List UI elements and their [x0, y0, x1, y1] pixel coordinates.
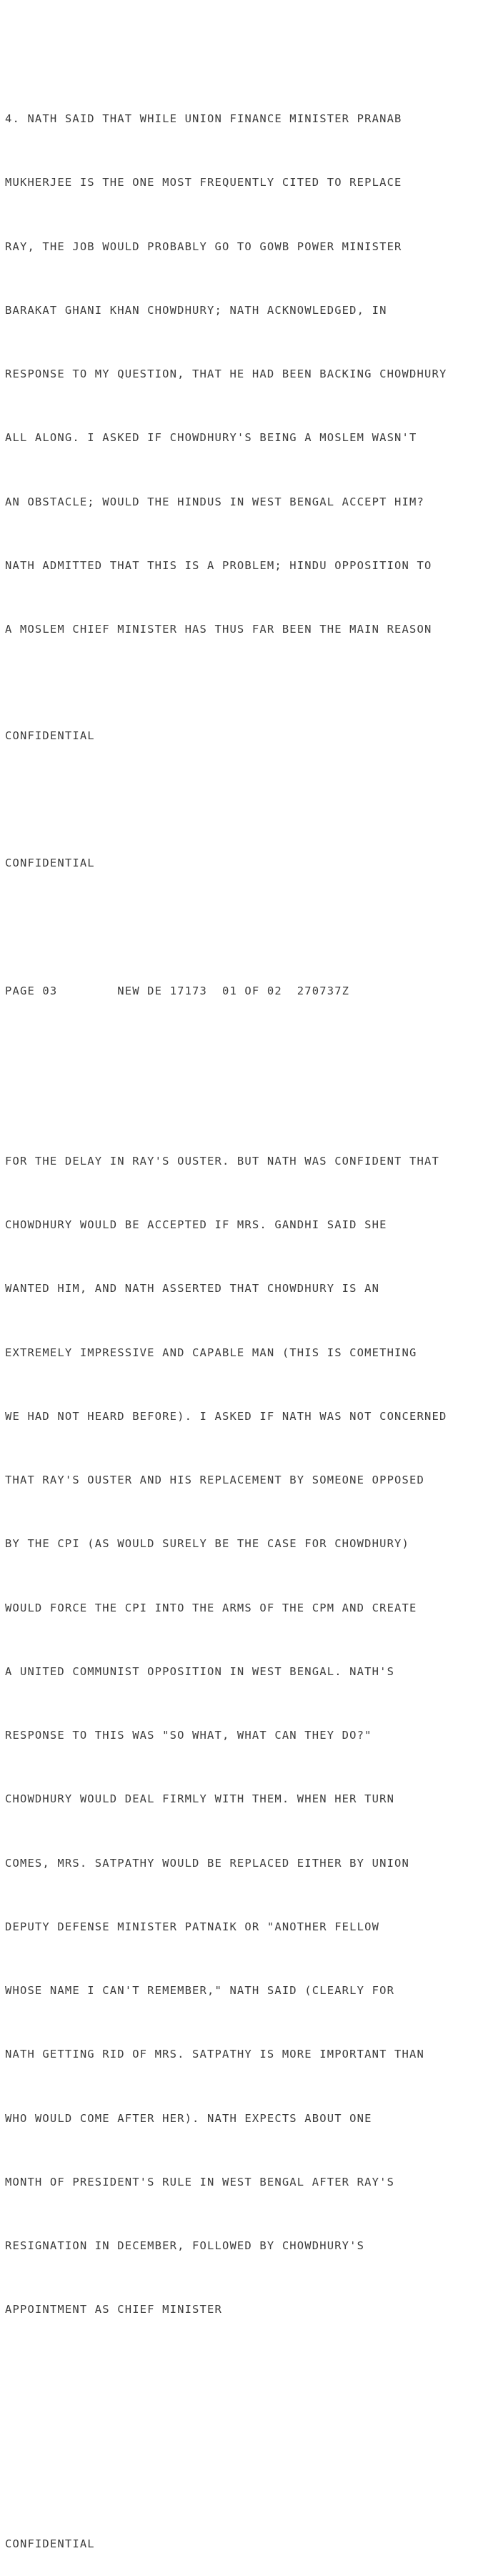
blank-line	[5, 2406, 484, 2427]
blank-line	[5, 917, 484, 939]
text-line: RAY, THE JOB WOULD PROBABLY GO TO GOWB POWER MINISTER	[5, 240, 402, 253]
text-line: BY THE CPI (AS WOULD SURELY BE THE CASE FOR CHOWDHURY)	[5, 1537, 410, 1551]
text-line: BARAKAT GHANI KHAN CHOWDHURY; NATH ACKNOWLEDGED, IN	[5, 303, 387, 317]
text-line: CHOWDHURY WOULD DEAL FIRMLY WITH THEM. WHEN HER TURN	[5, 1792, 395, 1806]
text-line: AN OBSTACLE; WOULD THE HINDUS IN WEST BENGAL ACCEPT HIM?	[5, 495, 424, 508]
page-header: PAGE 03 NEW DE 17173 01 OF 02 270737Z	[5, 984, 350, 997]
text-line: WANTED HIM, AND NATH ASSERTED THAT CHOWDHURY IS AN	[5, 1282, 380, 1296]
text-line: MUKHERJEE IS THE ONE MOST FREQUENTLY CITED TO REPLACE	[5, 176, 402, 189]
classification-footer: CONFIDENTIAL	[5, 729, 95, 742]
blank-line	[5, 789, 484, 811]
text-line: A MOSLEM CHIEF MINISTER HAS THUS FAR BEEN THE MAIN REASON	[5, 623, 432, 636]
text-line: COMES, MRS. SATPATHY WOULD BE REPLACED EITHER BY UNION	[5, 1856, 410, 1870]
text-line: NATH GETTING RID OF MRS. SATPATHY IS MORE IMPORTANT THAN	[5, 2048, 424, 2061]
text-line: NATH ADMITTED THAT THIS IS A PROBLEM; HINDU OPPOSITION TO	[5, 558, 432, 572]
text-line: 4. NATH SAID THAT WHILE UNION FINANCE MINISTER PRANAB	[5, 112, 402, 125]
text-line: A UNITED COMMUNIST OPPOSITION IN WEST BENGAL. NATH'S	[5, 1664, 395, 1678]
text-line: EXTREMELY IMPRESSIVE AND CAPABLE MAN (THIS IS COMETHING	[5, 1346, 417, 1359]
text-line: MONTH OF PRESIDENT'S RULE IN WEST BENGAL AFTER RAY'S	[5, 2175, 395, 2188]
text-line: ALL ALONG. I ASKED IF CHOWDHURY'S BEING A MOSLEM WASN'T	[5, 431, 417, 445]
text-line: WHO WOULD COME AFTER HER). NATH EXPECTS ABOUT ONE	[5, 2111, 372, 2125]
blank-line	[5, 1045, 484, 1066]
paragraph-4	[5, 66, 484, 684]
text-line: APPOINTMENT AS CHIEF MINISTER	[5, 2303, 222, 2316]
classification-bottom: CONFIDENTIAL	[5, 2537, 95, 2550]
classification-header: CONFIDENTIAL	[5, 857, 95, 870]
text-line: FOR THE DELAY IN RAY'S OUSTER. BUT NATH WAS CONFIDENT THAT	[5, 1154, 439, 1168]
text-line: DEPUTY DEFENSE MINISTER PATNAIK OR "ANOTHER FELLOW	[5, 1920, 380, 1933]
text-line: WOULD FORCE THE CPI INTO THE ARMS OF THE CPM AND CREATE	[5, 1601, 417, 1614]
cable-document	[5, 24, 484, 2576]
text-line: RESPONSE TO MY QUESTION, THAT HE HAD BEEN BACKING CHOWDHURY	[5, 367, 447, 380]
text-line: RESPONSE TO THIS WAS "SO WHAT, WHAT CAN THEY DO?"	[5, 1729, 372, 1742]
text-line: WE HAD NOT HEARD BEFORE). I ASKED IF NATH WAS NOT CONCERNED	[5, 1409, 447, 1423]
text-line: THAT RAY'S OUSTER AND HIS REPLACEMENT BY SOMEONE OPPOSED	[5, 1474, 424, 1486]
blank-line	[5, 2469, 484, 2491]
text-line: CHOWDHURY WOULD BE ACCEPTED IF MRS. GANDHI SAID SHE	[5, 1218, 387, 1231]
text-line: RESIGNATION IN DECEMBER, FOLLOWED BY CHOWDHURY'S	[5, 2239, 365, 2252]
paragraph-continued	[5, 1108, 484, 2363]
text-line: WHOSE NAME I CAN'T REMEMBER," NATH SAID (CLEARLY FOR	[5, 1984, 395, 1997]
